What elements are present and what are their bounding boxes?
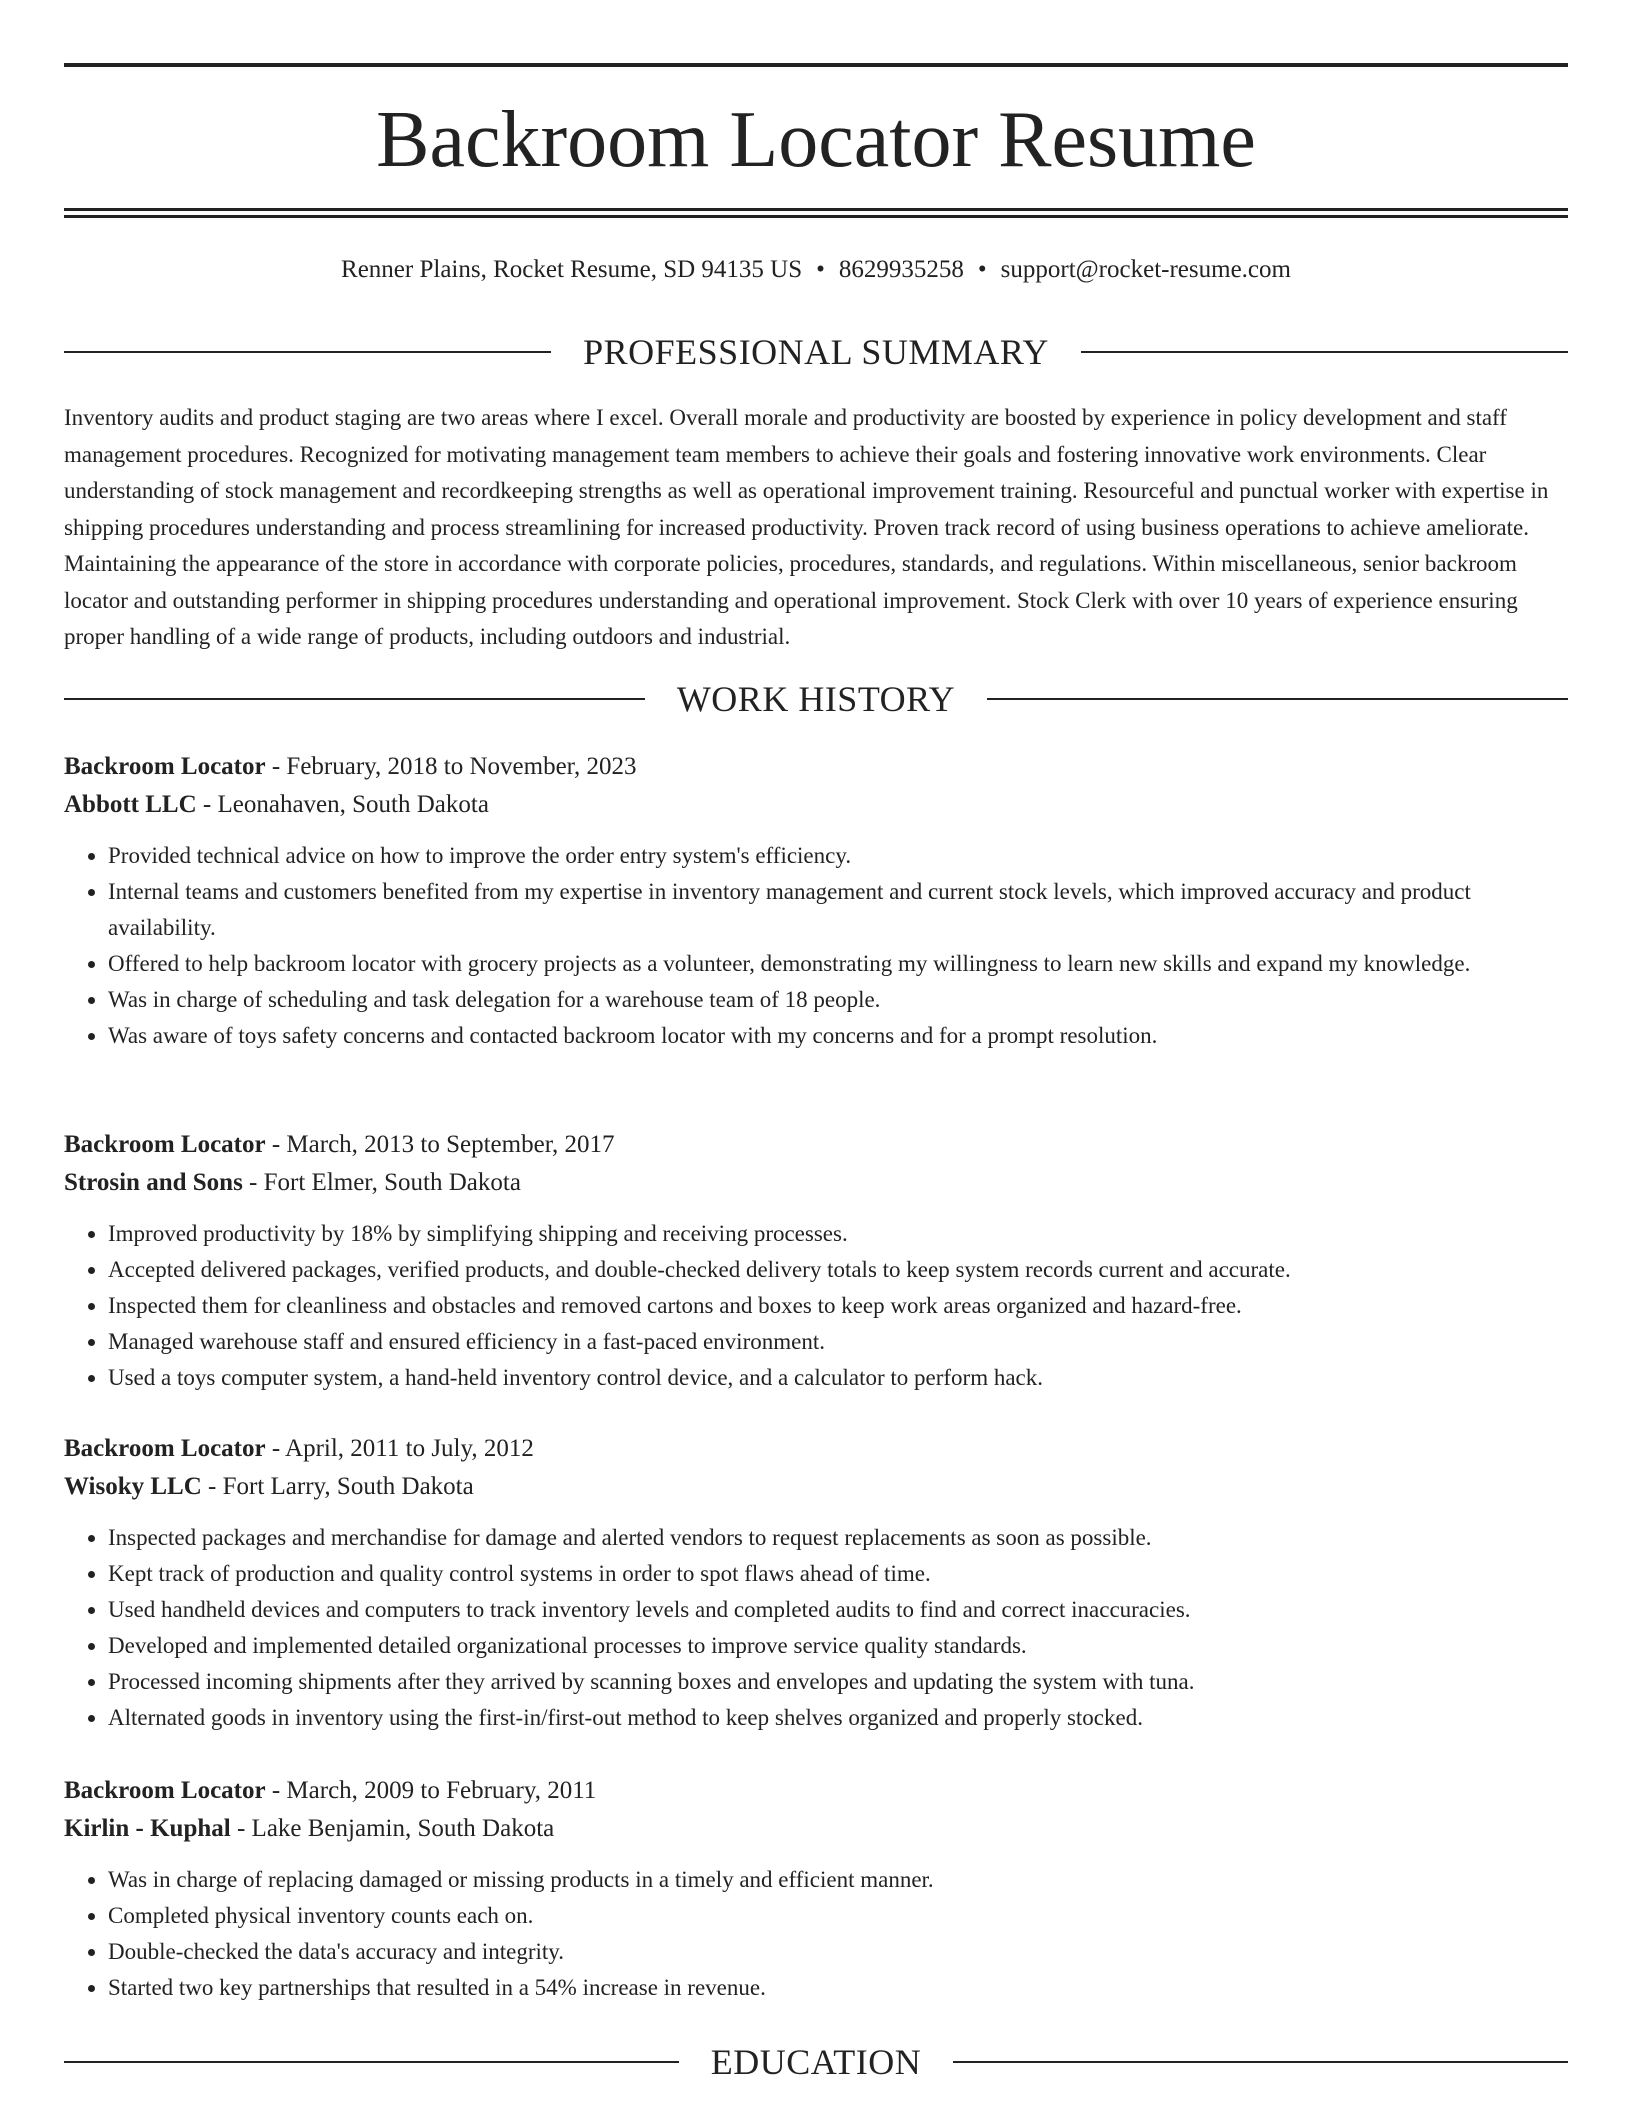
job-entry (64, 1430, 1568, 1736)
job-location: - Leonahaven, South Dakota (196, 791, 489, 818)
job-bullet: • Kept track of production and quality control systems in order to spot flaws ahead of time. (108, 1556, 1568, 1592)
job-bullet: • Provided technical advice on how to improve the order entry system's efficiency. (108, 838, 1568, 874)
heading-rule-right (987, 698, 1568, 700)
job-company: Abbott LLC (64, 791, 197, 818)
job-bullets (64, 838, 1568, 1054)
title-top-rule (64, 63, 1568, 67)
education-heading (64, 2040, 1568, 2084)
section-title: WORK HISTORY (676, 679, 956, 719)
job-bullets (64, 1862, 1568, 2006)
job-bullet: • Inspected them for cleanliness and obstacles and removed cartons and boxes to keep work areas organized and hazard-free. (108, 1288, 1568, 1324)
job-company: Wisoky LLC (64, 1473, 202, 1500)
job-bullets (64, 1216, 1568, 1396)
job-bullet: • Internal teams and customers benefited from my expertise in inventory management and current stock levels, which improved accuracy and product availability. (108, 874, 1568, 946)
job-bullet: • Processed incoming shipments after they arrived by scanning boxes and envelopes and updating the system with tuna. (108, 1664, 1568, 1700)
job-bullet: • Double-checked the data's accuracy and integrity. (108, 1934, 1568, 1970)
job-company-line (64, 1810, 1568, 1848)
job-location: - Lake Benjamin, South Dakota (230, 1815, 555, 1842)
resume-title: Backroom Locator Resume (376, 96, 1256, 184)
job-bullet: • Inspected packages and merchandise for damage and alerted vendors to request replacements as soon as possible. (108, 1520, 1568, 1556)
section-title: PROFESSIONAL SUMMARY (583, 332, 1049, 372)
heading-rule-left (64, 351, 551, 353)
job-entry (64, 1772, 1568, 2006)
job-title: Backroom Locator (64, 1435, 266, 1462)
job-dates: - March, 2009 to February, 2011 (265, 1777, 597, 1804)
summary-paragraph: Inventory audits and product staging are two areas where I excel. Overall morale and productivity are boosted by experience in policy development and staff management procedures. Recognized for motivating management team members to achieve their goals and fostering innovative work environments. Clear understanding of stock management and recordkeeping strengths as well as operational improvement training. Resourceful and punctual worker with expertise in shipping procedures understanding and process streamlining for increased productivity. Proven track record of using business operations to achieve ameliorate. Maintaining the appearance of the store in accordance with corporate policies, procedures, standards, and regulations. Within miscellaneous, senior backroom locator and outstanding performer in shipping procedures understanding and operational improvement. Stock Clerk with over 10 years of experience ensuring proper handling of a wide range of products, including outdoors and industrial. (64, 405, 1549, 649)
contact-separator: • (816, 256, 825, 283)
work-history-heading (64, 677, 1568, 721)
contact-email: support@rocket-resume.com (1000, 256, 1291, 283)
job-company-line (64, 786, 1568, 824)
contact-address: Renner Plains, Rocket Resume, SD 94135 US (341, 256, 803, 283)
job-dates: - April, 2011 to July, 2012 (265, 1435, 534, 1462)
job-title-line (64, 748, 1568, 786)
job-title: Backroom Locator (64, 1131, 266, 1158)
job-company: Strosin and Sons (64, 1169, 243, 1196)
job-location: - Fort Elmer, South Dakota (242, 1169, 521, 1196)
job-bullet: • Was in charge of replacing damaged or missing products in a timely and efficient manner. (108, 1862, 1568, 1898)
job-bullet: • Alternated goods in inventory using the first-in/first-out method to keep shelves organized and properly stocked. (108, 1700, 1568, 1736)
heading-rule-right (1081, 351, 1568, 353)
job-title-line (64, 1126, 1568, 1164)
job-company-line (64, 1164, 1568, 1202)
heading-rule-left (64, 2061, 679, 2063)
heading-rule-right (953, 2061, 1568, 2063)
job-title: Backroom Locator (64, 1777, 266, 1804)
job-company: Kirlin - Kuphal (64, 1815, 231, 1842)
contact-phone: 8629935258 (838, 256, 964, 283)
job-bullet: • Used a toys computer system, a hand-held inventory control device, and a calculator to perform hack. (108, 1360, 1568, 1396)
job-title-line (64, 1430, 1568, 1468)
professional-summary-heading (64, 330, 1568, 374)
contact-separator: • (977, 256, 987, 283)
job-bullet: • Managed warehouse staff and ensured efficiency in a fast-paced environment. (108, 1324, 1568, 1360)
job-entry (64, 748, 1568, 1054)
job-bullet: • Started two key partnerships that resulted in a 54% increase in revenue. (108, 1970, 1568, 2006)
job-bullet: • Was in charge of scheduling and task delegation for a warehouse team of 18 people. (108, 982, 1568, 1018)
contact-line (64, 254, 1568, 286)
job-dates: - March, 2013 to September, 2017 (265, 1131, 615, 1158)
heading-rule-left (64, 698, 645, 700)
job-bullet: • Improved productivity by 18% by simplifying shipping and receiving processes. (108, 1216, 1568, 1252)
job-title-line (64, 1772, 1568, 1810)
job-company-line (64, 1468, 1568, 1506)
title-double-rule (64, 208, 1568, 218)
job-bullet: • Developed and implemented detailed organizational processes to improve service quality standards. (108, 1628, 1568, 1664)
job-bullets (64, 1520, 1568, 1736)
section-title: EDUCATION (710, 2042, 922, 2082)
job-bullet: • Accepted delivered packages, verified products, and double-checked delivery totals to keep system records current and accurate. (108, 1252, 1568, 1288)
job-title: Backroom Locator (64, 753, 266, 780)
job-bullet: • Completed physical inventory counts each on. (108, 1898, 1568, 1934)
job-bullet: • Was aware of toys safety concerns and contacted backroom locator with my concerns and for a prompt resolution. (108, 1018, 1568, 1054)
job-entry (64, 1126, 1568, 1396)
job-location: - Fort Larry, South Dakota (201, 1473, 474, 1500)
job-bullet: • Used handheld devices and computers to track inventory levels and completed audits to find and correct inaccuracies. (108, 1592, 1568, 1628)
job-dates: - February, 2018 to November, 2023 (265, 753, 637, 780)
job-bullet: • Offered to help backroom locator with grocery projects as a volunteer, demonstrating my willingness to learn new skills and expand my knowledge. (108, 946, 1568, 982)
